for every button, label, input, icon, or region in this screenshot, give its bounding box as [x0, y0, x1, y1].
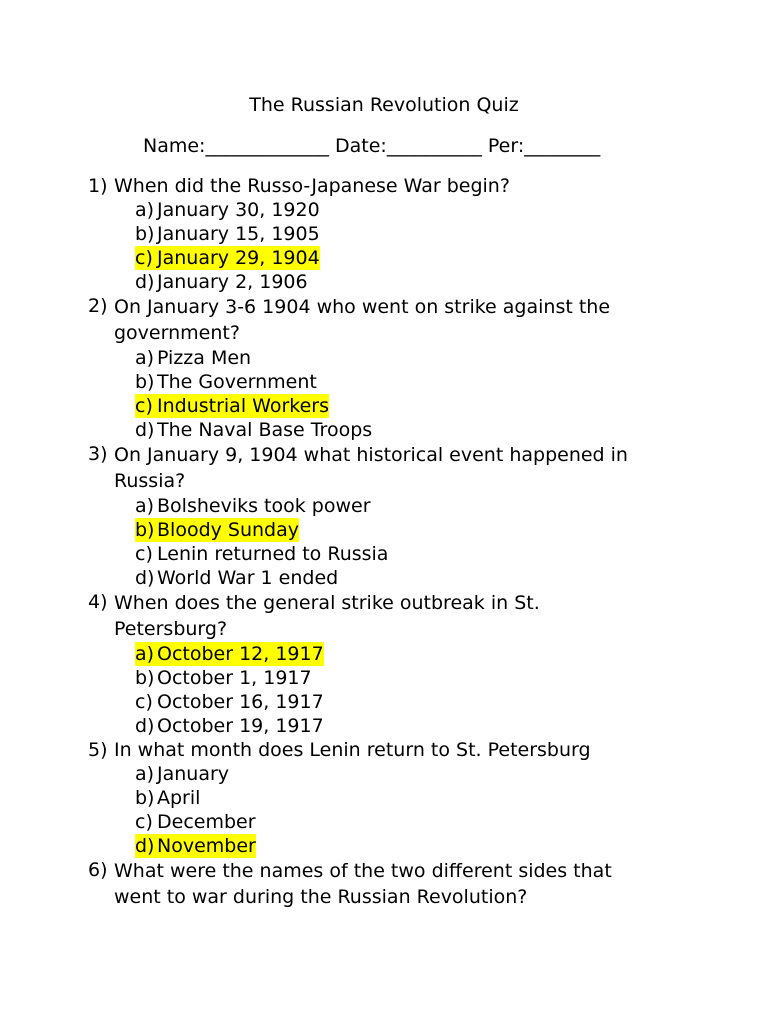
answer-option [114, 834, 688, 858]
answer-option [114, 666, 688, 690]
option-letter: b) [135, 519, 155, 541]
answer-option [114, 494, 688, 518]
option-letter: a) [135, 763, 155, 785]
highlighted-answer [135, 834, 256, 858]
period-label: Per: [487, 135, 525, 157]
answer-option [114, 566, 688, 590]
answer-option [114, 418, 688, 442]
answer-option [114, 810, 688, 834]
option-letter: c) [135, 691, 153, 713]
option-letter: a) [135, 199, 155, 221]
option-text: January 29, 1904 [157, 247, 320, 269]
page-title: The Russian Revolution Quiz [249, 94, 519, 116]
answer-option [114, 246, 688, 270]
question-number: 2) [88, 295, 108, 317]
question-text: In what month does Lenin return to St. Petersburg [114, 739, 591, 761]
question-number: 5) [88, 739, 108, 761]
name-label: Name: [143, 135, 206, 157]
option-letter: d) [135, 567, 155, 589]
option-text: October 16, 1917 [157, 691, 324, 713]
answer-option [114, 762, 688, 786]
question-text: When does the general strike outbreak in St. Petersburg? [114, 592, 540, 640]
option-letter: d) [135, 715, 155, 737]
option-text: December [157, 811, 256, 833]
highlighted-answer [135, 642, 324, 666]
option-text: Bolsheviks took power [157, 495, 371, 517]
answer-content [135, 418, 372, 442]
option-text: Bloody Sunday [157, 519, 299, 541]
question-item [88, 590, 688, 738]
answer-content [135, 714, 324, 738]
highlighted-answer [135, 246, 320, 270]
answer-option [114, 198, 688, 222]
option-letter: a) [135, 495, 155, 517]
answer-content [135, 762, 229, 786]
highlighted-answer [135, 518, 299, 542]
question-item [88, 174, 688, 294]
option-text: Lenin returned to Russia [157, 543, 389, 565]
answer-option [114, 346, 688, 370]
answer-option [114, 642, 688, 666]
highlighted-answer [135, 394, 329, 418]
option-letter: c) [135, 811, 153, 833]
answer-content [135, 222, 320, 246]
option-letter: b) [135, 223, 155, 245]
option-text: November [157, 835, 256, 857]
option-letter: c) [135, 543, 153, 565]
answer-option [114, 690, 688, 714]
period-blank: ________ [524, 135, 601, 157]
date-blank: __________ [386, 135, 482, 157]
question-text: On January 3-6 1904 who went on strike against the government? [114, 296, 611, 344]
answer-content [135, 198, 320, 222]
answer-option [114, 714, 688, 738]
option-text: January 2, 1906 [157, 271, 308, 293]
option-letter: b) [135, 787, 155, 809]
option-letter: b) [135, 371, 155, 393]
question-text: What were the names of the two different sides that went to war during the Russian Revolution? [114, 860, 612, 908]
answer-option [114, 222, 688, 246]
answer-option [114, 370, 688, 394]
option-text: January 30, 1920 [157, 199, 320, 221]
answer-content [135, 666, 312, 690]
option-text: Industrial Workers [157, 395, 329, 417]
answer-option [114, 518, 688, 542]
answer-content [135, 494, 371, 518]
question-number: 3) [88, 443, 108, 465]
answer-content [135, 270, 308, 294]
question-number: 1) [88, 175, 108, 197]
question-number: 4) [88, 591, 108, 613]
question-item [88, 858, 688, 910]
option-text: April [157, 787, 201, 809]
answer-option [114, 786, 688, 810]
question-text: When did the Russo-Japanese War begin? [114, 175, 510, 197]
option-letter: c) [135, 247, 153, 269]
question-text: On January 9, 1904 what historical event happened in Russia? [114, 444, 628, 492]
answer-content [135, 810, 256, 834]
answer-options [114, 494, 688, 590]
name-blank: _____________ [205, 135, 329, 157]
answer-options [114, 762, 688, 858]
date-label: Date: [335, 135, 387, 157]
question-item [88, 738, 688, 858]
option-letter: d) [135, 271, 155, 293]
option-letter: c) [135, 395, 153, 417]
option-letter: d) [135, 419, 155, 441]
question-list [88, 174, 688, 910]
answer-option [114, 394, 688, 418]
question-number: 6) [88, 859, 108, 881]
option-letter: a) [135, 643, 155, 665]
option-letter: a) [135, 347, 155, 369]
answer-content [135, 346, 251, 370]
option-text: October 12, 1917 [157, 643, 324, 665]
question-item [88, 442, 688, 590]
option-text: Pizza Men [157, 347, 252, 369]
question-item [88, 294, 688, 442]
option-text: January [157, 763, 230, 785]
answer-content [135, 542, 388, 566]
option-text: January 15, 1905 [157, 223, 320, 245]
option-letter: d) [135, 835, 155, 857]
answer-option [114, 270, 688, 294]
student-info-line [143, 134, 600, 158]
option-text: The Naval Base Troops [157, 419, 373, 441]
option-text: October 1, 1917 [157, 667, 312, 689]
answer-options [114, 346, 688, 442]
option-text: World War 1 ended [157, 567, 339, 589]
answer-content [135, 690, 324, 714]
answer-option [114, 542, 688, 566]
answer-content [135, 786, 200, 810]
answer-content [135, 566, 338, 590]
option-text: The Government [157, 371, 317, 393]
answer-content [135, 370, 317, 394]
option-text: October 19, 1917 [157, 715, 324, 737]
answer-options [114, 198, 688, 294]
option-letter: b) [135, 667, 155, 689]
answer-options [114, 642, 688, 738]
